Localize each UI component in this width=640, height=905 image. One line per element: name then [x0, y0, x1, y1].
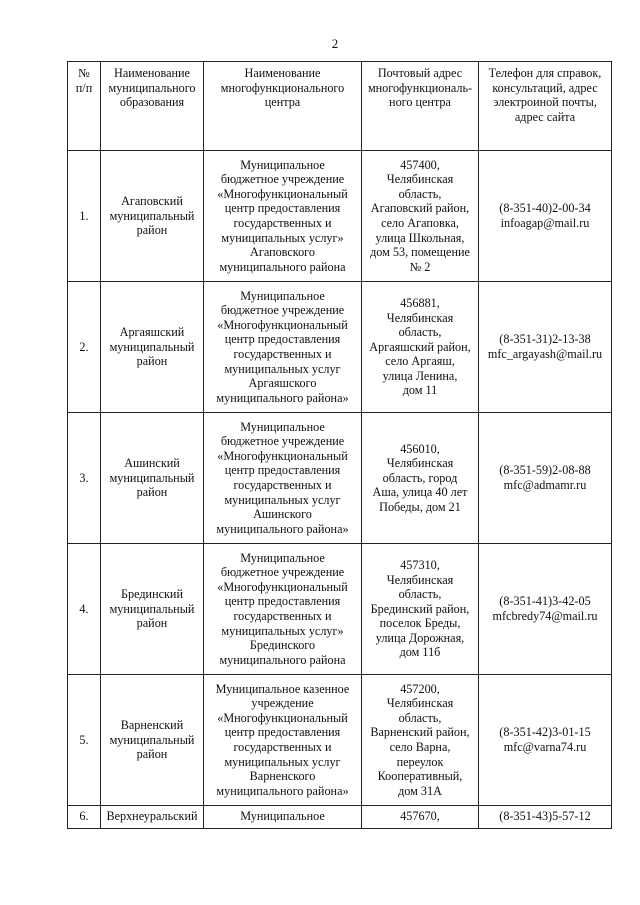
cell-text-line: Агаповский район,	[370, 201, 470, 216]
cell-text-line: mfc@varna74.ru	[503, 740, 587, 754]
cell-text-line: муниципальный	[109, 339, 195, 354]
cell-text-line: многофункциональ-	[367, 80, 473, 95]
cell-text-line: область,	[398, 186, 442, 201]
row-number: 6.	[68, 806, 101, 829]
column-header-contacts	[479, 62, 612, 151]
cell-text-line: центр предоставления	[224, 332, 341, 347]
cell-text-line: адрес сайта	[514, 109, 576, 124]
cell-text-line: многофункционального	[220, 80, 345, 95]
cell-text-line: Верхнеуральский	[106, 809, 198, 823]
cell-text-line: муниципальный	[109, 732, 195, 747]
cell-text-line: бюджетное учреждение	[220, 172, 345, 187]
cell-text-line: государственных и	[233, 740, 332, 754]
cell-text-line: Челябинская	[386, 310, 454, 325]
contact-cell	[479, 282, 612, 413]
contact-cell	[479, 675, 612, 806]
cell-text-line: Почтовый адрес	[377, 66, 463, 80]
cell-text-line: (8-351-40)2-00-34	[499, 201, 591, 216]
municipality-cell	[101, 282, 204, 413]
cell-text-line: государственных и	[233, 347, 332, 361]
row-number: 5.	[68, 675, 101, 806]
table-row	[68, 544, 612, 675]
cell-text-line: mfcbredy74@mail.ru	[492, 609, 598, 623]
cell-text-line: дом 53, помещение	[370, 245, 470, 260]
cell-text-line: Телефон для справок,	[488, 66, 602, 80]
center-name-cell	[204, 675, 362, 806]
municipality-cell	[101, 413, 204, 544]
table-row	[68, 806, 612, 829]
cell-text-line: центр предоставления	[224, 463, 341, 478]
cell-text-line: «Многофункциональный	[217, 448, 348, 463]
cell-text-line: муниципальных услуг	[224, 492, 341, 507]
postal-address-cell	[362, 544, 479, 675]
cell-text-line: (8-351-43)5-57-12	[499, 809, 591, 823]
cell-text-line: муниципальных услуг	[224, 361, 341, 376]
cell-text-line: государственных и	[233, 609, 332, 623]
table-row	[68, 413, 612, 544]
column-header-center	[204, 62, 362, 151]
cell-text-line: дом 31А	[398, 783, 442, 798]
postal-address-cell	[362, 151, 479, 282]
cell-text-line: муниципального	[108, 80, 196, 95]
cell-text-line: Челябинская	[386, 456, 454, 471]
cell-text-line: центр предоставления	[224, 201, 341, 216]
cell-text-line: Аша, улица 40 лет	[372, 485, 468, 500]
postal-address-cell	[362, 282, 479, 413]
center-name-cell	[204, 151, 362, 282]
column-header-number	[68, 62, 101, 151]
cell-text-line: Кооперативный,	[377, 769, 463, 784]
cell-text-line: Победы, дом 21	[379, 499, 461, 514]
cell-text-line: центра	[264, 95, 301, 110]
cell-text-line: Аргаяшского	[248, 376, 317, 391]
center-name-cell	[204, 413, 362, 544]
cell-text-line: центр предоставления	[224, 594, 341, 609]
cell-text-line: Челябинская	[386, 172, 454, 187]
cell-text-line: Брединский район,	[370, 601, 470, 616]
cell-text-line: № 2	[409, 259, 431, 274]
cell-text-line: район	[136, 485, 168, 500]
cell-text-line: 457200,	[400, 681, 440, 696]
cell-text-line: Брединский	[121, 587, 183, 602]
cell-text-line: Ашинский	[124, 456, 180, 471]
cell-text-line: «Многофункциональный	[217, 710, 348, 725]
cell-text-line: (8-351-41)3-42-05	[499, 594, 591, 609]
cell-text-line: район	[136, 616, 168, 631]
cell-text-line: Аргаяшский	[119, 325, 185, 340]
cell-text-line: область,	[398, 710, 442, 725]
cell-text-line: ного центра	[389, 95, 451, 110]
cell-text-line: Челябинская	[386, 572, 454, 587]
cell-text-line: муниципальных услуг»	[221, 623, 344, 638]
cell-text-line: Челябинская	[386, 696, 454, 711]
cell-text-line: Варненского	[249, 769, 316, 784]
cell-text-line: область,	[398, 587, 442, 602]
municipality-cell	[101, 544, 204, 675]
cell-text-line: район	[136, 354, 168, 369]
cell-text-line: муниципальных услуг»	[221, 230, 344, 245]
cell-text-line: муниципальных услуг	[224, 754, 341, 769]
row-number: 3.	[68, 413, 101, 544]
cell-text-line: Ашинского	[253, 507, 312, 522]
municipality-cell	[101, 675, 204, 806]
cell-text-line: бюджетное учреждение	[220, 565, 345, 580]
table-row	[68, 151, 612, 282]
center-name-cell	[204, 544, 362, 675]
cell-text-line: «Многофункциональный	[217, 317, 348, 332]
cell-text-line: образования	[119, 95, 185, 110]
cell-text-line: поселок Бреды,	[379, 616, 461, 631]
cell-text-line: Аргаяшский район,	[369, 339, 471, 354]
contact-cell	[479, 151, 612, 282]
row-number: 4.	[68, 544, 101, 675]
cell-text-line: Муниципальное	[240, 419, 325, 434]
cell-text-line: муниципального района	[219, 259, 346, 274]
postal-address-cell	[362, 413, 479, 544]
cell-text-line: улица Ленина,	[382, 368, 458, 383]
column-header-municipality	[101, 62, 204, 151]
contact-cell	[479, 544, 612, 675]
contact-cell	[479, 413, 612, 544]
cell-text-line: государственных и	[233, 478, 332, 492]
cell-text-line: центр предоставления	[224, 725, 341, 740]
row-number: 1.	[68, 151, 101, 282]
cell-text-line: дом 11б	[399, 645, 441, 660]
municipality-cell	[101, 806, 204, 829]
cell-text-line: «Многофункциональный	[217, 186, 348, 201]
cell-text-line: Муниципальное	[240, 288, 325, 303]
cell-text-line: консультаций, адрес	[492, 80, 598, 95]
cell-text-line: «Многофункциональный	[217, 579, 348, 594]
cell-text-line: Муниципальное	[240, 809, 325, 823]
cell-text-line: муниципального района»	[216, 521, 349, 536]
cell-text-line: область,	[398, 325, 442, 340]
table-row	[68, 675, 612, 806]
cell-text-line: Варненский	[120, 718, 184, 733]
cell-text-line: Муниципальное казенное	[215, 681, 350, 696]
cell-text-line: улица Дорожная,	[375, 630, 465, 645]
contact-cell	[479, 806, 612, 829]
cell-text-line: Агаповского	[250, 245, 315, 260]
cell-text-line: муниципальный	[109, 601, 195, 616]
cell-text-line: электроиной почты,	[493, 95, 597, 110]
center-name-cell	[204, 806, 362, 829]
cell-text-line: область, город	[382, 470, 458, 485]
cell-text-line: учреждение	[251, 696, 314, 711]
municipality-cell	[101, 151, 204, 282]
cell-text-line: Агаповский	[121, 194, 183, 209]
postal-address-cell	[362, 806, 479, 829]
cell-text-line: п/п	[75, 80, 93, 95]
mfc-registry-table	[67, 61, 612, 829]
cell-text-line: государственных и	[233, 216, 332, 230]
cell-text-line: 457310,	[400, 557, 440, 572]
cell-text-line: Наименование	[244, 66, 321, 80]
cell-text-line: mfc_argayash@mail.ru	[487, 347, 603, 361]
cell-text-line: район	[136, 747, 168, 762]
cell-text-line: 457670,	[400, 809, 440, 823]
cell-text-line: муниципального района»	[216, 783, 349, 798]
cell-text-line: муниципальный	[109, 208, 195, 223]
cell-text-line: Муниципальное	[240, 550, 325, 565]
cell-text-line: №	[78, 66, 90, 80]
cell-text-line: Варненский район,	[370, 725, 470, 740]
cell-text-line: Наименование	[114, 66, 190, 80]
cell-text-line: бюджетное учреждение	[220, 434, 345, 449]
cell-text-line: (8-351-31)2-13-38	[499, 332, 591, 347]
cell-text-line: 456010,	[400, 441, 440, 456]
cell-text-line: (8-351-42)3-01-15	[499, 725, 591, 740]
column-header-address	[362, 62, 479, 151]
cell-text-line: бюджетное учреждение	[220, 303, 345, 318]
cell-text-line: улица Школьная,	[375, 230, 465, 245]
postal-address-cell	[362, 675, 479, 806]
cell-text-line: mfc@admamr.ru	[503, 478, 587, 492]
cell-text-line: муниципального района	[219, 652, 346, 667]
table-header-row	[68, 62, 612, 151]
cell-text-line: село Варна,	[389, 740, 451, 754]
cell-text-line: село Агаповка,	[381, 216, 459, 230]
cell-text-line: переулок	[396, 754, 444, 769]
cell-text-line: infoagap@mail.ru	[500, 216, 590, 230]
cell-text-line: дом 11	[402, 383, 438, 398]
cell-text-line: 456881,	[400, 295, 440, 310]
page-number: 2	[331, 36, 339, 51]
cell-text-line: район	[136, 223, 168, 238]
cell-text-line: (8-351-59)2-08-88	[499, 463, 591, 478]
row-number: 2.	[68, 282, 101, 413]
center-name-cell	[204, 282, 362, 413]
cell-text-line: Брединского	[249, 638, 316, 653]
cell-text-line: муниципальный	[109, 470, 195, 485]
cell-text-line: Муниципальное	[240, 157, 325, 172]
cell-text-line: муниципального района»	[216, 390, 349, 405]
table-row	[68, 282, 612, 413]
cell-text-line: село Аргаяш,	[385, 354, 455, 369]
cell-text-line: 457400,	[400, 157, 440, 172]
